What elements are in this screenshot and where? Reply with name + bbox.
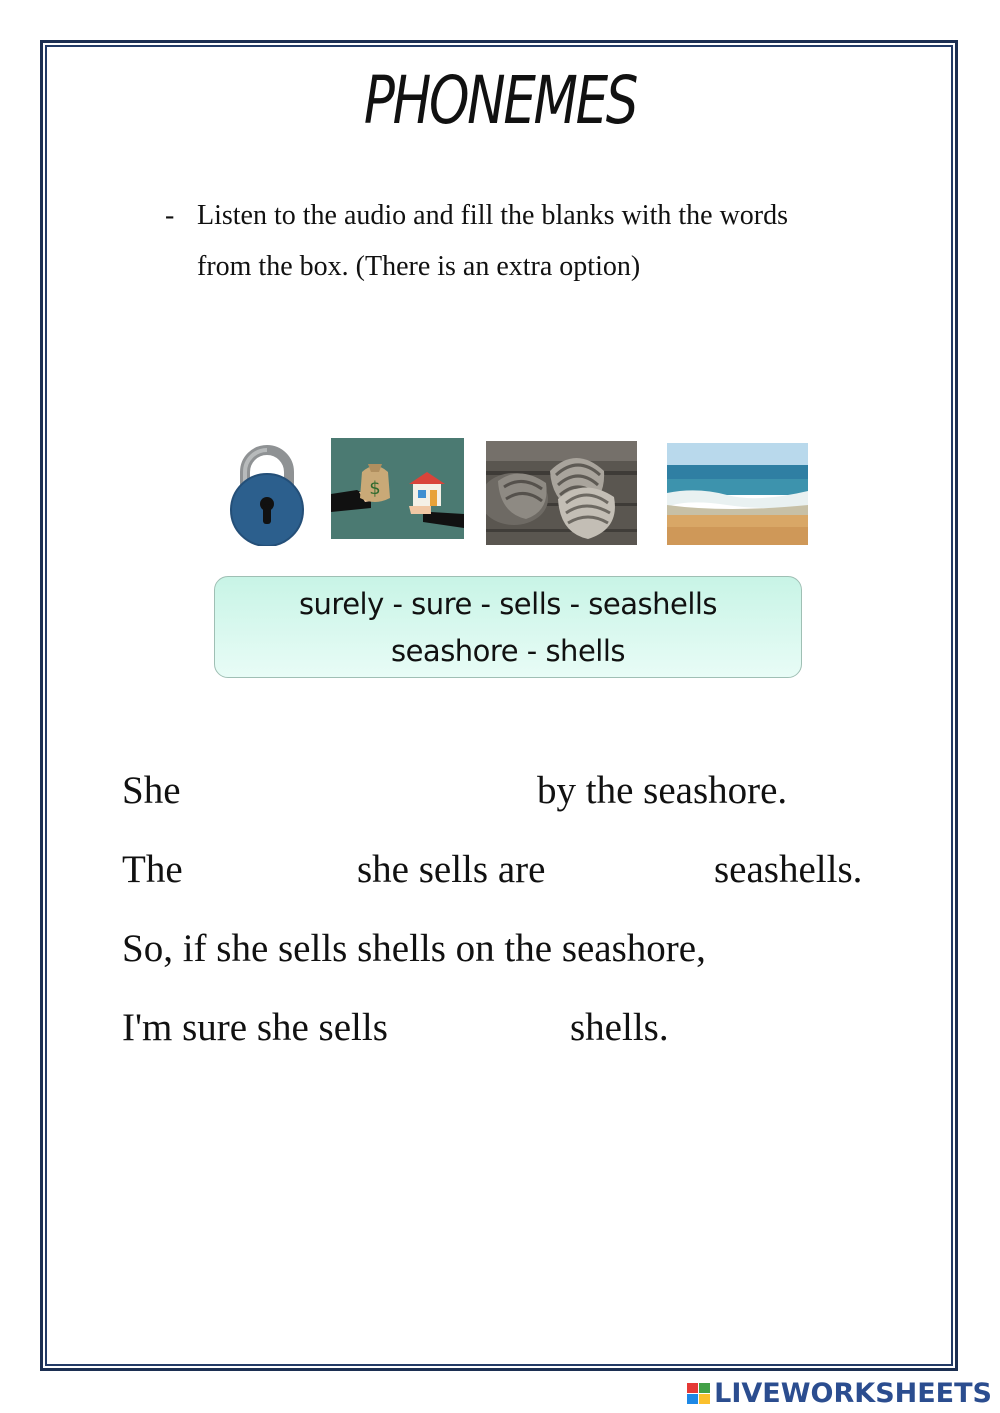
sentence-1-end: by the seashore. xyxy=(537,769,788,812)
sentence-2-start: The xyxy=(122,848,183,891)
money-for-house-icon xyxy=(331,438,464,539)
seashells-photo xyxy=(486,441,637,545)
blank-4[interactable] xyxy=(408,1005,560,1049)
sentence-3: So, if she sells shells on the seashore, xyxy=(122,927,706,970)
seashore-photo xyxy=(667,443,808,545)
word-box-line-2: seashore - shells xyxy=(390,634,626,668)
liveworksheets-logo-icon xyxy=(687,1383,711,1405)
padlock-icon xyxy=(228,440,306,546)
blank-2[interactable] xyxy=(198,847,346,891)
instruction-line-1: Listen to the audio and fill the blanks with the words xyxy=(197,200,789,231)
sentence-4-start: I'm sure she sells xyxy=(122,1006,388,1049)
blank-3[interactable] xyxy=(563,847,705,891)
instruction xyxy=(165,190,885,292)
instruction-line-2: from the box. (There is an extra option) xyxy=(197,251,641,282)
svg-text:$: $ xyxy=(369,478,381,499)
sentence-2-middle: she sells are xyxy=(357,848,546,891)
word-box-line-1: surely - sure - sells - seashells xyxy=(298,587,718,621)
instruction-bullet: - xyxy=(165,200,175,231)
brand-name: LIVEWORKSHEETS xyxy=(714,1378,992,1409)
sentence-4-end: shells. xyxy=(570,1006,669,1049)
brand-watermark xyxy=(687,1378,992,1409)
sentence-1-start: She xyxy=(122,769,181,812)
page-title: PHONEMES xyxy=(363,62,637,139)
blank-1[interactable] xyxy=(195,768,525,812)
word-box xyxy=(214,576,802,678)
sentence-2-end: seashells. xyxy=(714,848,863,891)
